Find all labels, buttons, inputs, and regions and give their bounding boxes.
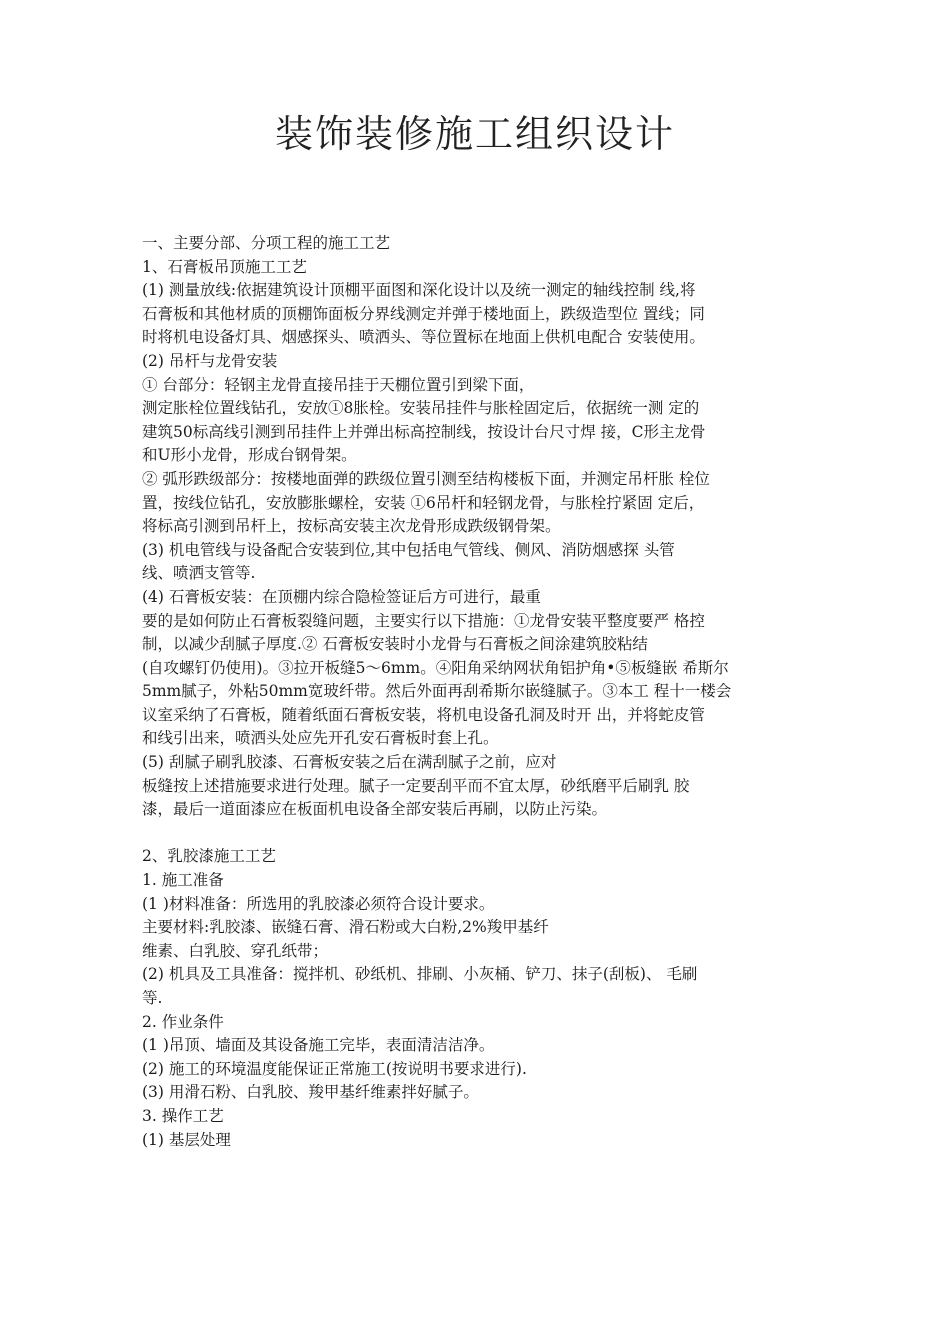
paragraph-line: 3. 操作工艺 <box>142 1106 224 1125</box>
paragraph-line: (3) 用滑石粉、白乳胶、羧甲基纤维素拌好腻子。 <box>142 1083 479 1102</box>
paragraph-spacer <box>142 822 822 846</box>
paragraph-line: (1 )材料准备：所选用的乳胶漆必须符合设计要求。 <box>142 894 495 913</box>
paragraph-line: 板缝按上述措施要求进行处理。腻子一定要刮平而不宜太厚，砂纸磨平后刷乳 胶 <box>142 776 690 795</box>
paragraph-line: (4) 石膏板安装：在顶棚内综合隐检签证后方可进行，最重 <box>142 587 541 606</box>
paragraph-line: 要的是如何防止石膏板裂缝问题，主要实行以下措施：①龙骨安装平整度要严 格控 <box>142 611 705 630</box>
paragraph-line: 置，按线位钻孔，安放膨胀螺栓，安装 ①6吊杆和轻钢龙骨，与胀栓拧紧固 定后， <box>142 493 705 512</box>
paragraph-line: 线、喷洒支管等. <box>142 564 256 583</box>
paragraph-line: 1. 施工准备 <box>142 871 224 890</box>
paragraph-line: 和U形小龙骨，形成台钢骨架。 <box>142 446 357 465</box>
paragraph-line: ② 弧形跌级部分：按楼地面弹的跌级位置引测至结构楼板下面，并测定吊杆胀 栓位 <box>142 469 710 488</box>
paragraph-line: 测定胀栓位置线钻孔，安放①8胀栓。安装吊挂件与胀栓固定后，依据统一测 定的 <box>142 399 700 418</box>
paragraph-line: 将标高引测到吊杆上，按标高安装主次龙骨形成跌级钢骨架。 <box>142 517 561 536</box>
document-body <box>142 232 822 1152</box>
paragraph-line: (2) 吊杆与龙骨安装 <box>142 351 278 370</box>
paragraph-line: 制，以减少刮腻子厚度.② 石膏板安装时小龙骨与石膏板之间涂建筑胶粘结 <box>142 635 648 654</box>
paragraph-line: 主要材料:乳胶漆、嵌缝石膏、滑石粉或大白粉,2%羧甲基纤 <box>142 918 549 937</box>
paragraph-line: (3) 机电管线与设备配合安装到位,其中包括电气管线、侧风、消防烟感探 头管 <box>142 540 675 559</box>
document-title: 装饰装修施工组织设计 <box>274 112 675 156</box>
paragraph-line: (1 )吊顶、墙面及其设备施工完毕，表面清洁洁净。 <box>142 1036 495 1055</box>
paragraph-line: (1) 基层处理 <box>142 1130 231 1149</box>
paragraph-line: ① 台部分：轻钢主龙骨直接吊挂于天棚位置引到梁下面， <box>142 375 535 394</box>
paragraph-line: 5mm腻子，外粘50mm宽玻纤带。然后外面再刮希斯尔嵌缝腻子。③本工 程十一楼会 <box>142 682 732 701</box>
paragraph-line: (2) 施工的环境温度能保证正常施工(按说明书要求进行). <box>142 1059 527 1078</box>
paragraph-line: 和线引出来，喷洒头处应先开孔安石膏板时套上孔。 <box>142 729 499 748</box>
paragraph-line: 等. <box>142 989 163 1007</box>
paragraph-line: 议室采纳了石膏板，随着纸面石膏板安装，将机电设备孔洞及时开 出，并将蛇皮管 <box>142 705 705 724</box>
paragraph-line: 时将机电设备灯具、烟感探头、喷洒头、等位置标在地面上供机电配合 安装使用。 <box>142 328 705 347</box>
paragraph-line: (5) 刮腻子刷乳胶漆、石膏板安装之后在满刮腻子之前，应对 <box>142 753 557 772</box>
section-heading: 一、主要分部、分项工程的施工工艺 <box>142 234 391 252</box>
paragraph-line: (1) 测量放线:依据建筑设计顶棚平面图和深化设计以及统一测定的轴线控制 线,将 <box>142 281 696 300</box>
paragraph-line: 建筑50标高线引测到吊挂件上并弹出标高控制线，按设计台尺寸焊 接，C形主龙骨 <box>142 422 706 441</box>
paragraph-line: 维素、白乳胶、穿孔纸带； <box>142 941 329 960</box>
paragraph-line: 石膏板和其他材质的顶棚饰面板分界线测定并弹于楼地面上，跌级造型位 置线；同 <box>142 304 705 323</box>
subsection-heading: 1、石膏板吊顶施工工艺 <box>142 257 307 276</box>
paragraph-line: (自攻螺钉仍使用)。③拉开板缝5〜6mm。④阳角采纳网状角铝护角•⑤板缝嵌 希斯尔 <box>142 658 729 677</box>
paragraph-line: 漆，最后一道面漆应在板面机电设备全部安装后再刷，以防止污染。 <box>142 800 608 819</box>
paragraph-line: 2. 作业条件 <box>142 1012 224 1031</box>
subsection-heading: 2、乳胶漆施工工艺 <box>142 847 276 866</box>
paragraph-line: (2) 机具及工具准备：搅拌机、砂纸机、排刷、小灰桶、铲刀、抹子(刮板)、 毛刷 <box>142 965 698 984</box>
